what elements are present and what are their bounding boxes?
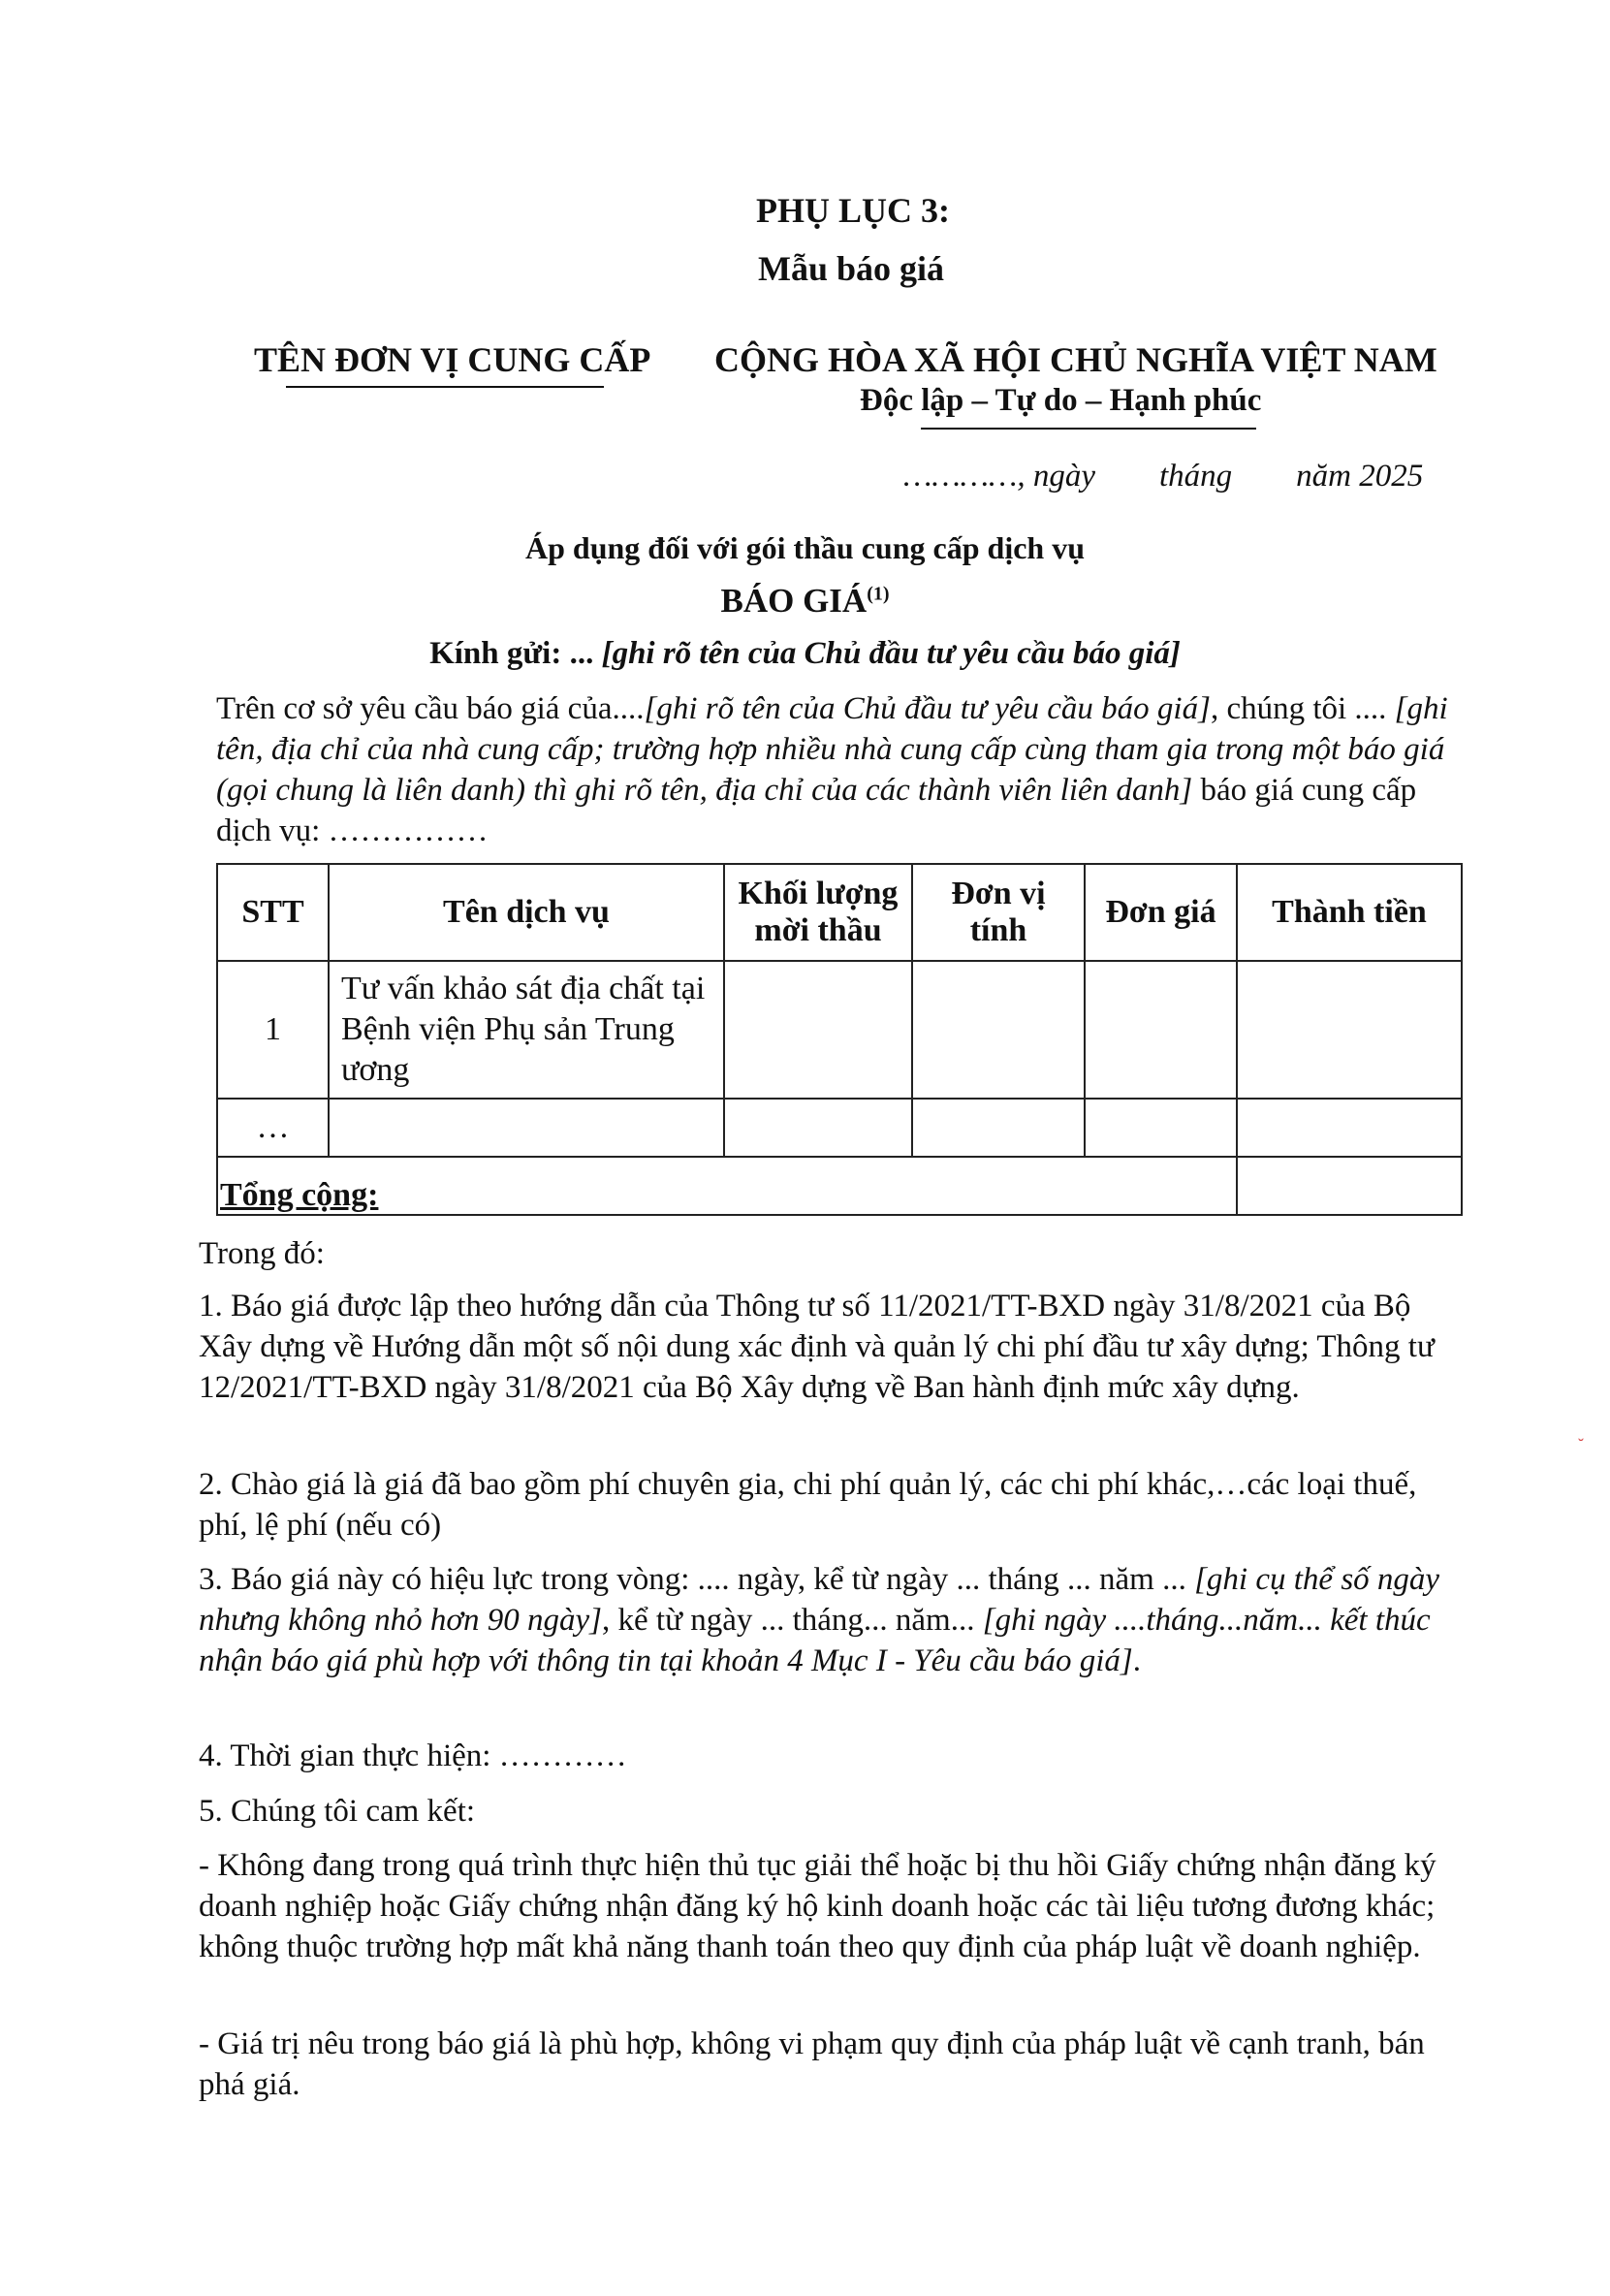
cell-unit-price — [1085, 961, 1237, 1099]
cell-unit-price — [1085, 1099, 1237, 1157]
cell-unit — [912, 961, 1085, 1099]
note-3-text-2: , kể từ ngày ... tháng... năm... — [602, 1603, 975, 1638]
note-2: 2. Chào giá là giá đã bao gồm phí chuyên gia, chi phí quản lý, các chi phí khác,…các loại thuế, phí, lệ phí (nếu có) — [199, 1467, 1417, 1543]
appendix-title: PHỤ LỤC 3: — [756, 191, 950, 230]
intro-paragraph — [216, 688, 1467, 851]
form-title: Mẫu báo giá — [758, 249, 945, 288]
col-unit-price: Đơn giá — [1085, 864, 1237, 961]
table-row — [217, 1099, 1462, 1157]
col-quantity: Khối lượng mời thầu — [724, 864, 912, 961]
col-total: Thành tiền — [1237, 864, 1462, 961]
intro-hint-2: [ghi tên, địa chỉ của nhà cung cấp; trường hợp nhiều nhà cung cấp cùng tham gia trong một báo giá (gọi chung là liên danh) thì ghi rõ tên, địa chỉ của các thành viên liên danh] — [216, 691, 1448, 808]
supplier-underline — [286, 386, 604, 388]
note-5: 5. Chúng tôi cam kết: — [199, 1794, 476, 1829]
country-name: CỘNG HÒA XÃ HỘI CHỦ NGHĨA VIỆT NAM — [714, 340, 1437, 379]
table-sum-row — [217, 1157, 1462, 1215]
cell-total — [1237, 1099, 1462, 1157]
addressee — [0, 636, 1610, 672]
cell-service-name — [329, 1099, 724, 1157]
red-pen-mark: ˘ — [1578, 1435, 1584, 1454]
table-row — [217, 961, 1462, 1099]
supplier-name: TÊN ĐƠN VỊ CUNG CẤP — [254, 340, 651, 379]
cell-total — [1237, 961, 1462, 1099]
sum-label: Tổng cộng: — [220, 1177, 379, 1213]
date-line: …………, ngày tháng năm 2025 — [903, 459, 1424, 494]
sum-label-cell — [217, 1157, 1237, 1215]
addressee-hint: [ghi rõ tên của Chủ đầu tư yêu cầu báo giá] — [601, 636, 1181, 671]
cell-quantity — [724, 1099, 912, 1157]
intro-text-1: Trên cơ sở yêu cầu báo giá của.... — [216, 691, 645, 726]
quote-title-text: BÁO GIÁ — [720, 582, 868, 620]
motto-underline — [921, 428, 1256, 430]
quote-title-footnote: (1) — [867, 583, 890, 605]
note-3-hint-1: [ghi cụ thể số ngày nhưng không nhỏ hơn 90 ngày] — [199, 1562, 1440, 1638]
note-3-hint-2: [ghi ngày ....tháng...năm... kết thúc nhận báo giá phù hợp với thông tin tại khoản 4 Mục I - Yêu cầu báo giá] — [199, 1603, 1431, 1678]
cell-service-name: Tư vấn khảo sát địa chất tại Bệnh viện Phụ sản Trung ương — [329, 961, 724, 1099]
note-4: 4. Thời gian thực hiện: ………… — [199, 1738, 627, 1773]
col-unit: Đơn vị tính — [912, 864, 1085, 961]
cell-quantity — [724, 961, 912, 1099]
notes-intro: Trong đó: — [199, 1236, 325, 1271]
intro-text-2: , chúng tôi .... — [1210, 691, 1387, 726]
quote-table — [216, 863, 1463, 1216]
national-motto: Độc lập – Tự do – Hạnh phúc — [860, 383, 1262, 418]
cell-stt: 1 — [217, 961, 329, 1099]
note-3 — [199, 1559, 1459, 1681]
intro-text-3: báo giá cung cấp dịch vụ: …………… — [216, 773, 1417, 848]
quote-title — [0, 582, 1610, 621]
intro-hint-1: [ghi rõ tên của Chủ đầu tư yêu cầu báo giá] — [644, 691, 1211, 726]
cell-unit — [912, 1099, 1085, 1157]
addressee-label: Kính gửi: ... — [429, 636, 594, 671]
apply-text: Áp dụng đối với gói thầu cung cấp dịch vụ — [524, 530, 1085, 565]
col-stt: STT — [217, 864, 329, 961]
apply-line — [0, 530, 1610, 566]
table-header-row — [217, 864, 1462, 961]
note-3-end: . — [1132, 1643, 1141, 1678]
cell-stt: … — [217, 1099, 329, 1157]
sum-value-cell — [1237, 1157, 1462, 1215]
commitment-2: - Giá trị nêu trong báo giá là phù hợp, không vi phạm quy định của pháp luật về cạnh tranh, bán phá giá. — [199, 2026, 1425, 2102]
note-1: 1. Báo giá được lập theo hướng dẫn của Thông tư số 11/2021/TT-BXD ngày 31/8/2021 của Bộ Xây dựng về Hướng dẫn một số nội dung xác định và quản lý chi phí đầu tư xây dựng; Thông tư 12/2021/TT-BXD ngày 31/8/2021 của Bộ Xây dựng về Ban hành định mức xây dựng. — [199, 1289, 1435, 1405]
commitment-1: - Không đang trong quá trình thực hiện thủ tục giải thể hoặc bị thu hồi Giấy chứng nhận đăng ký doanh nghiệp hoặc Giấy chứng nhận đăng ký hộ kinh doanh hoặc các tài liệu tương đương khác; không thuộc trường hợp mất khả năng thanh toán theo quy định của pháp luật về doanh nghiệp. — [199, 1848, 1436, 1964]
note-3-text-1: 3. Báo giá này có hiệu lực trong vòng: .... ngày, kể từ ngày ... tháng ... năm ... — [199, 1562, 1186, 1597]
col-service-name: Tên dịch vụ — [329, 864, 724, 961]
